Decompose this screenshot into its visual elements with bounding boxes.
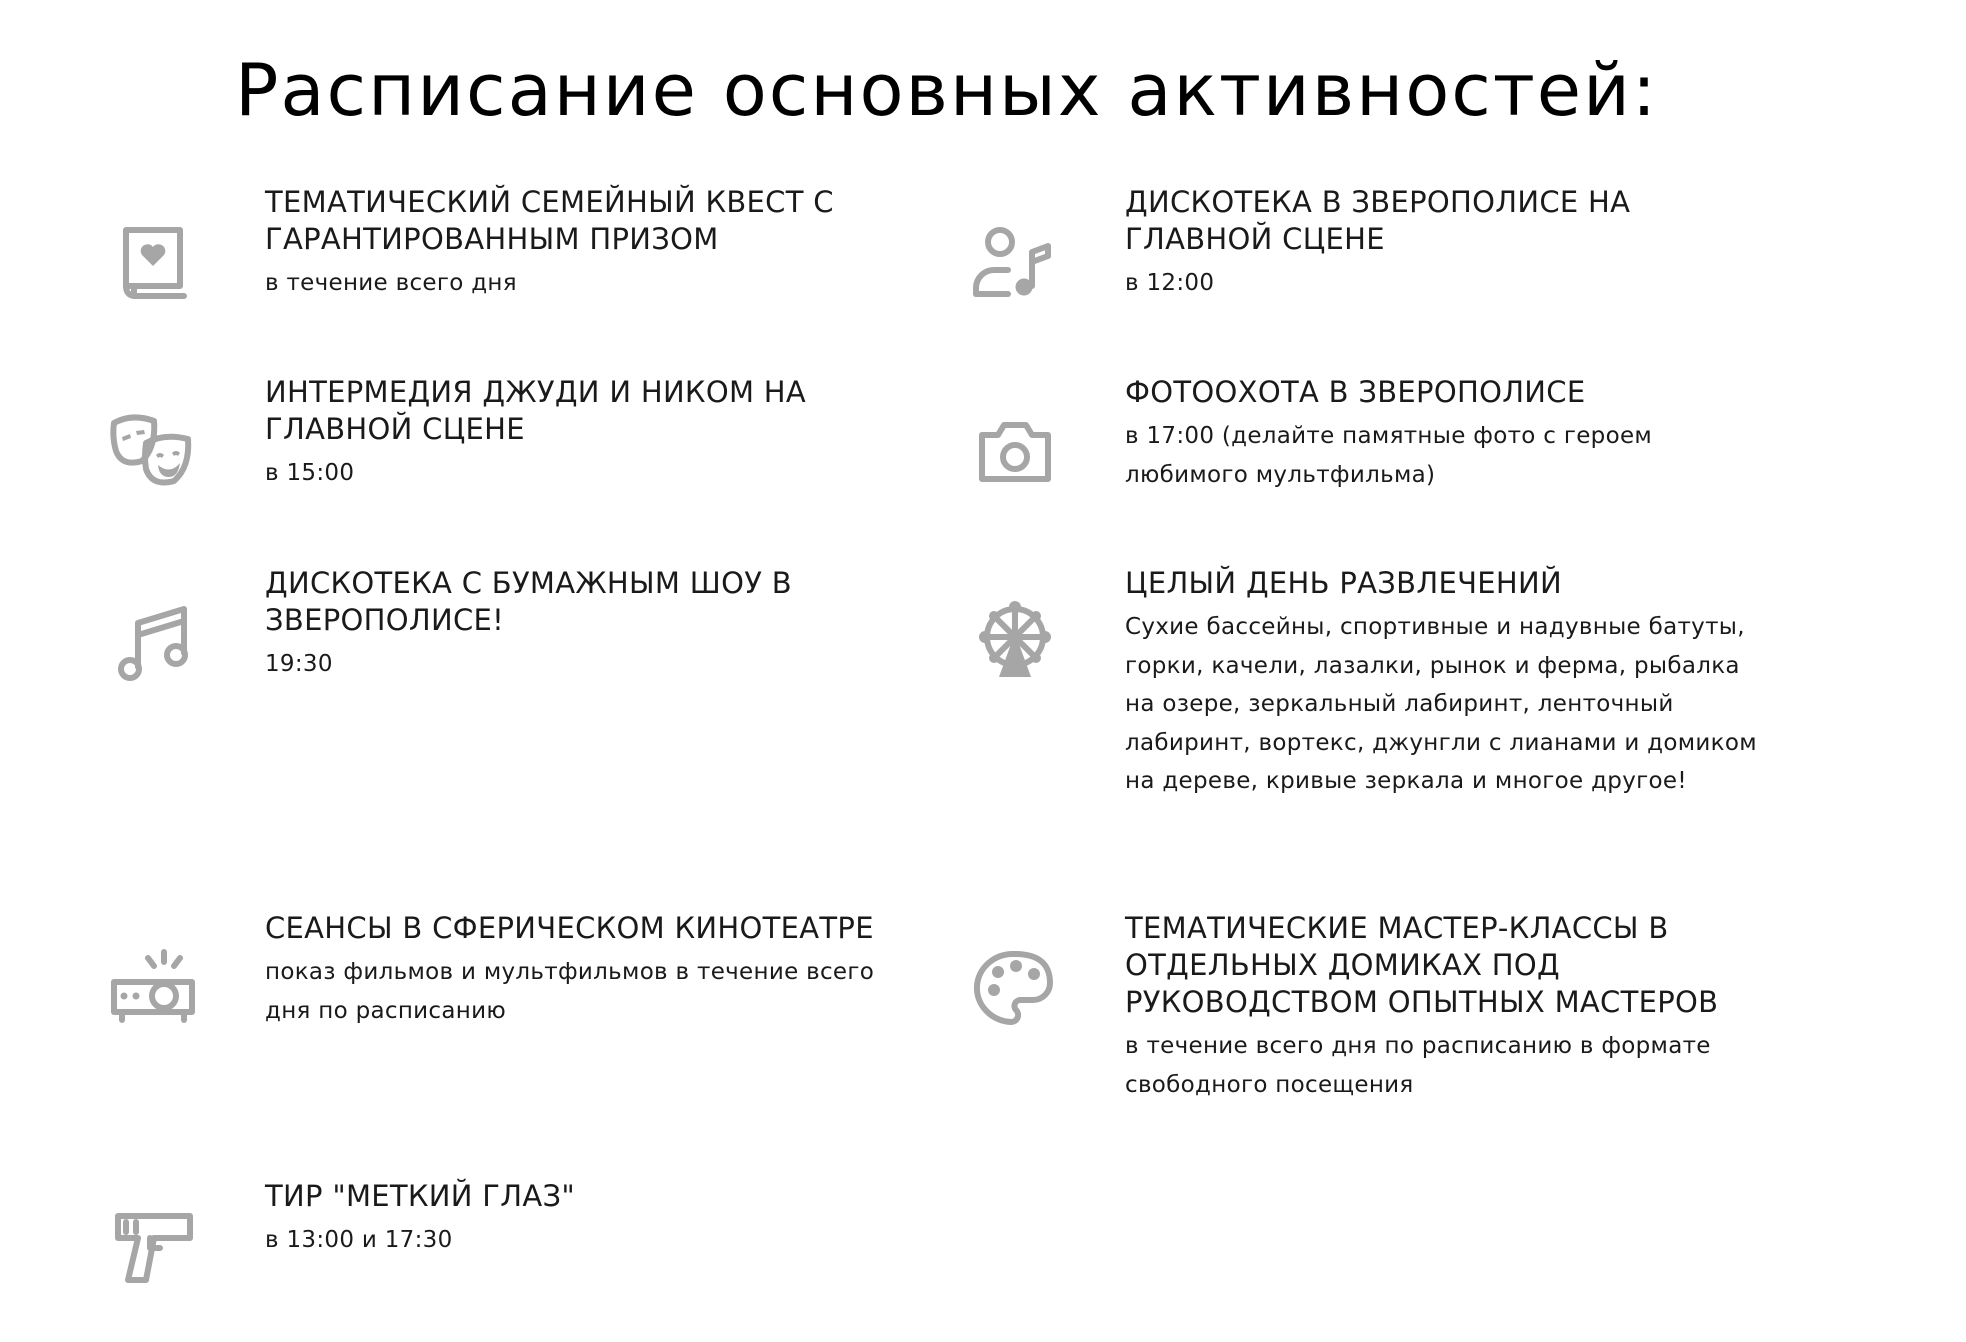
activity-title: СЕАНСЫ В СФЕРИЧЕСКОМ КИНОТЕАТРЕ <box>265 911 874 945</box>
activity-title: ДИСКОТЕКА С БУМАЖНЫМ ШОУ В ЗВЕРОПОЛИСЕ! <box>265 566 792 637</box>
activity-desc: в 13:00 и 17:30 <box>265 1227 453 1253</box>
activity-title: ДИСКОТЕКА В ЗВЕРОПОЛИСЕ НА ГЛАВНОЙ СЦЕНЕ <box>1125 185 1631 256</box>
activity-desc: в течение всего дня по расписанию в формате свободного посещения <box>1125 1033 1711 1098</box>
activity-title: ФОТООХОТА В ЗВЕРОПОЛИСЕ <box>1125 375 1586 409</box>
singer-music-icon <box>968 218 1058 308</box>
palette-icon <box>970 944 1060 1034</box>
activity-desc: 19:30 <box>265 651 333 677</box>
activity-desc: в 17:00 (делайте памятные фото с героем любимого мультфильма) <box>1125 423 1653 488</box>
ferris-wheel-icon <box>970 597 1060 687</box>
activity-title: ТЕМАТИЧЕСКИЙ СЕМЕЙНЫЙ КВЕСТ С ГАРАНТИРОВАННЫМ ПРИЗОМ <box>265 185 834 256</box>
activity-title: ИНТЕРМЕДИЯ ДЖУДИ И НИКОМ НА ГЛАВНОЙ СЦЕНЕ <box>265 375 807 446</box>
activity-title: ТЕМАТИЧЕСКИЕ МАСТЕР-КЛАССЫ В ОТДЕЛЬНЫХ ДОМИКАХ ПОД РУКОВОДСТВОМ ОПЫТНЫХ МАСТЕРОВ <box>1125 911 1719 1019</box>
activity-desc: в 15:00 <box>265 460 355 486</box>
theater-masks-icon <box>108 407 198 497</box>
gun-icon <box>110 1206 200 1296</box>
page-title: Расписание основных активностей: <box>235 48 1659 132</box>
activity-desc: в 12:00 <box>1125 270 1215 296</box>
projector-icon <box>108 944 198 1034</box>
activity-title: ТИР "МЕТКИЙ ГЛАЗ" <box>265 1179 576 1213</box>
music-note-icon <box>110 597 200 687</box>
activity-desc: в течение всего дня <box>265 270 517 296</box>
activity-desc: показ фильмов и мультфильмов в течение всего дня по расписанию <box>265 959 875 1024</box>
book-heart-icon <box>110 218 200 308</box>
camera-icon <box>970 407 1060 497</box>
activity-desc: Сухие бассейны, спортивные и надувные батуты, горки, качели, лазалки, рынок и ферма, рыбалка на озере, зеркальный лабиринт, ленточный лабиринт, вортекс, джунгли с лианами и домиком на дереве, кривые зеркала и многое другое! <box>1125 614 1757 794</box>
activity-title: ЦЕЛЫЙ ДЕНЬ РАЗВЛЕЧЕНИЙ <box>1125 566 1562 600</box>
